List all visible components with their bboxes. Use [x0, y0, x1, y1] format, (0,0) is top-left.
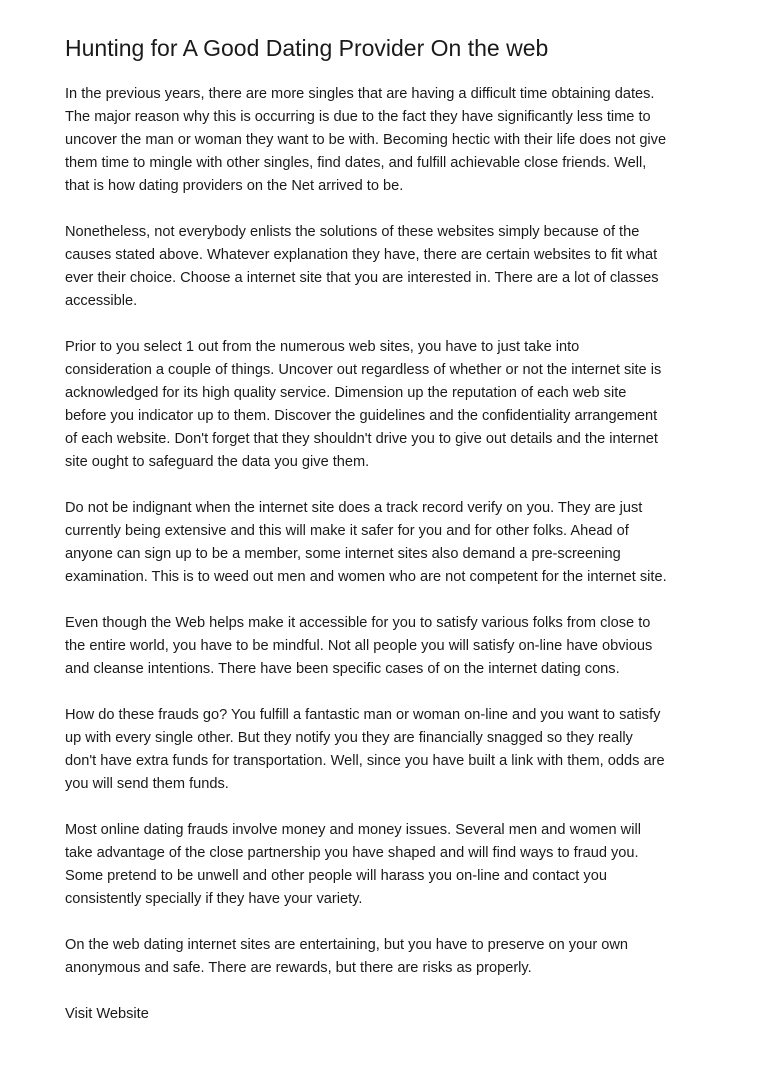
- visit-website-link[interactable]: Visit Website: [65, 1006, 149, 1022]
- paragraph: [65, 819, 715, 911]
- paragraph-line: consistently specially if they have your variety.: [65, 891, 363, 907]
- paragraph-line: causes stated above. Whatever explanation they have, there are certain websites to fit what: [65, 247, 658, 263]
- paragraph: [65, 221, 715, 313]
- paragraph-line: Nonetheless, not everybody enlists the solutions of these websites simply because of the: [65, 224, 640, 240]
- document-title: Hunting for A Good Dating Provider On the web: [65, 35, 549, 61]
- paragraph-line: the entire world, you have to be mindful. Not all people you will satisfy on-line have obvious: [65, 638, 653, 654]
- paragraph-line: them time to mingle with other singles, find dates, and fulfill achievable close friends. Well,: [65, 155, 647, 171]
- paragraph-line: site ought to safeguard the data you give them.: [65, 454, 370, 470]
- paragraph-line: On the web dating internet sites are entertaining, but you have to preserve on your own: [65, 937, 629, 953]
- document-page: [65, 33, 715, 1026]
- document-body: [65, 83, 715, 980]
- paragraph-line: Most online dating frauds involve money and money issues. Several men and women will: [65, 822, 641, 838]
- paragraph-line: Do not be indignant when the internet site does a track record verify on you. They are just: [65, 500, 643, 516]
- paragraph-line: consideration a couple of things. Uncover out regardless of whether or not the internet site is: [65, 362, 662, 378]
- paragraph-line: anonymous and safe. There are rewards, but there are risks as properly.: [65, 960, 532, 976]
- paragraph-line: examination. This is to weed out men and women who are not competent for the internet site.: [65, 569, 667, 585]
- paragraph-line: Prior to you select 1 out from the numerous web sites, you have to just take into: [65, 339, 580, 355]
- paragraph-line: ever their choice. Choose a internet site that you are interested in. There are a lot of classes: [65, 270, 659, 286]
- paragraph-line: accessible.: [65, 293, 138, 309]
- paragraph-line: uncover the man or woman they want to be with. Becoming hectic with their life does not give: [65, 132, 667, 148]
- paragraph: [65, 934, 715, 980]
- paragraph-line: The major reason why this is occurring is due to the fact they have significantly less time to: [65, 109, 651, 125]
- paragraph-line: Some pretend to be unwell and other people will harass you on-line and contact you: [65, 868, 607, 884]
- paragraph-line: In the previous years, there are more singles that are having a difficult time obtaining dates.: [65, 86, 655, 102]
- paragraph: [65, 704, 715, 796]
- paragraph-line: that is how dating providers on the Net arrived to be.: [65, 178, 404, 194]
- paragraph: [65, 336, 715, 474]
- paragraph-line: acknowledged for its high quality service. Dimension up the reputation of each web site: [65, 385, 627, 401]
- paragraph-line: anyone can sign up to be a member, some internet sites also demand a pre-screening: [65, 546, 621, 562]
- paragraph: [65, 497, 715, 589]
- paragraph-line: before you indicator up to them. Discover the guidelines and the confidentiality arrangement: [65, 408, 658, 424]
- paragraph: [65, 83, 715, 198]
- paragraph-line: you will send them funds.: [65, 776, 229, 792]
- paragraph-line: currently being extensive and this will make it safer for you and for other folks. Ahead of: [65, 523, 629, 539]
- paragraph-line: don't have extra funds for transportation. Well, since you have built a link with them, odds are: [65, 753, 665, 769]
- paragraph: [65, 612, 715, 681]
- paragraph-line: How do these frauds go? You fulfill a fantastic man or woman on-line and you want to satisfy: [65, 707, 661, 723]
- paragraph-line: take advantage of the close partnership you have shaped and will find ways to fraud you.: [65, 845, 639, 861]
- paragraph-line: up with every single other. But they notify you they are financially snagged so they really: [65, 730, 633, 746]
- paragraph-line: Even though the Web helps make it accessible for you to satisfy various folks from close to: [65, 615, 651, 631]
- paragraph-line: and cleanse intentions. There have been specific cases of on the internet dating cons.: [65, 661, 620, 677]
- paragraph-line: of each website. Don't forget that they shouldn't drive you to give out details and the internet: [65, 431, 658, 447]
